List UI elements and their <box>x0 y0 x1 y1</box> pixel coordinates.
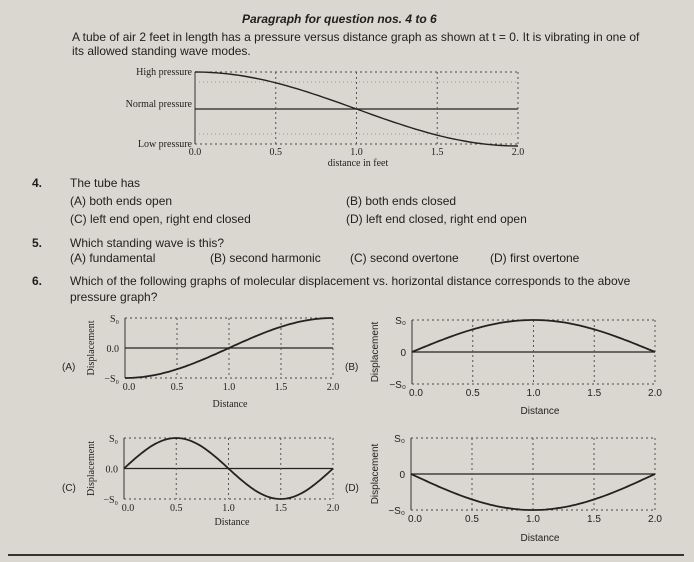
x-tick-label: 2.0 <box>326 503 340 514</box>
option-d[interactable]: (D) left end closed, right end open <box>346 212 527 226</box>
y-tick-label: 0 <box>399 470 405 481</box>
option-b[interactable]: (B) second harmonic <box>210 251 321 265</box>
x-tick-label: 0.5 <box>170 503 183 514</box>
option-label: (B) <box>345 362 359 373</box>
x-tick-label: 1.5 <box>274 503 287 514</box>
y-axis-label: Displacement <box>86 441 97 496</box>
y-axis-label: Displacement <box>370 443 381 505</box>
y-tick-label: 0 <box>400 348 406 359</box>
option-label: (A) <box>62 362 76 373</box>
x-tick-label: 0.0 <box>122 382 136 393</box>
question-number: 6. <box>32 274 43 288</box>
x-tick-label: 1.5 <box>587 388 602 399</box>
option-label: (D) <box>345 483 359 494</box>
x-tick-label: 0.0 <box>121 503 135 514</box>
question-text: The tube has <box>70 176 141 190</box>
question-number: 4. <box>32 176 43 190</box>
x-axis-label: distance in feet <box>327 158 389 169</box>
graph-option-a <box>62 314 339 410</box>
x-axis-label: Distance <box>212 399 248 410</box>
x-tick-label: 1.0 <box>526 514 540 525</box>
x-tick-label: 0.5 <box>465 388 480 399</box>
x-tick-label: 0.5 <box>465 514 479 525</box>
graph-option-d <box>345 434 662 544</box>
x-tick-label: 1.5 <box>431 147 444 158</box>
option-d[interactable]: (D) first overtone <box>490 251 580 265</box>
y-label-high: High pressure <box>136 67 192 78</box>
x-axis-label: Distance <box>520 533 560 544</box>
x-tick-label: 2.0 <box>648 388 662 399</box>
y-tick-label: 0.0 <box>105 464 118 476</box>
y-tick-label: S₀ <box>394 434 405 445</box>
graph-option-c <box>62 434 339 528</box>
x-tick-label: 2.0 <box>326 382 340 393</box>
x-tick-label: 1.5 <box>274 382 288 393</box>
graph-option-b <box>345 316 662 417</box>
x-tick-label: 0.5 <box>170 382 184 393</box>
x-tick-label: 1.0 <box>222 503 235 514</box>
question-text: Which standing wave is this? <box>70 236 225 250</box>
x-tick-label: 0.0 <box>409 388 423 399</box>
x-axis-label: Distance <box>520 406 560 417</box>
option-label: (C) <box>62 483 76 494</box>
y-label-normal: Normal pressure <box>125 99 192 110</box>
x-tick-label: 1.0 <box>222 382 236 393</box>
paragraph-line-1: A tube of air 2 feet in length has a pressure versus distance graph as shown at t = 0. It is vibrating in one of <box>72 30 640 44</box>
question-text-line-1: Which of the following graphs of molecular displacement vs. horizontal distance corresponds to the above <box>70 274 631 288</box>
x-tick-label: 0.5 <box>269 147 282 158</box>
y-tick-label: −S₀ <box>103 495 118 506</box>
y-tick-label: 0.0 <box>106 344 119 355</box>
y-tick-label: S₀ <box>109 314 119 325</box>
x-tick-label: 1.5 <box>587 514 601 525</box>
option-b[interactable]: (B) both ends closed <box>346 194 457 208</box>
option-a[interactable]: (A) fundamental <box>70 251 156 265</box>
option-c[interactable]: (C) left end open, right end closed <box>70 212 251 226</box>
x-tick-label: 2.0 <box>511 147 525 158</box>
question-number: 5. <box>32 236 43 250</box>
paragraph-line-2: its allowed standing wave modes. <box>72 44 251 58</box>
option-c[interactable]: (C) second overtone <box>350 251 459 265</box>
y-tick-label: S₀ <box>395 316 406 327</box>
y-axis-label: Displacement <box>370 321 381 383</box>
option-a[interactable]: (A) both ends open <box>70 194 173 208</box>
x-tick-label: 2.0 <box>648 514 662 525</box>
x-tick-label: 1.0 <box>350 147 363 158</box>
x-tick-label: 1.0 <box>526 388 541 399</box>
y-tick-label: −S₀ <box>388 506 405 517</box>
question-text-line-2: pressure graph? <box>70 290 158 304</box>
x-tick-label: 0.0 <box>408 514 422 525</box>
y-tick-label: S₀ <box>108 434 118 445</box>
bottom-rule <box>8 554 684 556</box>
y-tick-label: −S₀ <box>389 380 406 391</box>
y-tick-label: −S₀ <box>104 374 119 385</box>
y-axis-label: Displacement <box>86 320 97 376</box>
x-axis-label: Distance <box>214 517 250 528</box>
y-label-low: Low pressure <box>137 139 192 150</box>
paragraph-title: Paragraph for question nos. 4 to 6 <box>242 12 437 26</box>
x-tick-label: 0.0 <box>188 147 202 158</box>
